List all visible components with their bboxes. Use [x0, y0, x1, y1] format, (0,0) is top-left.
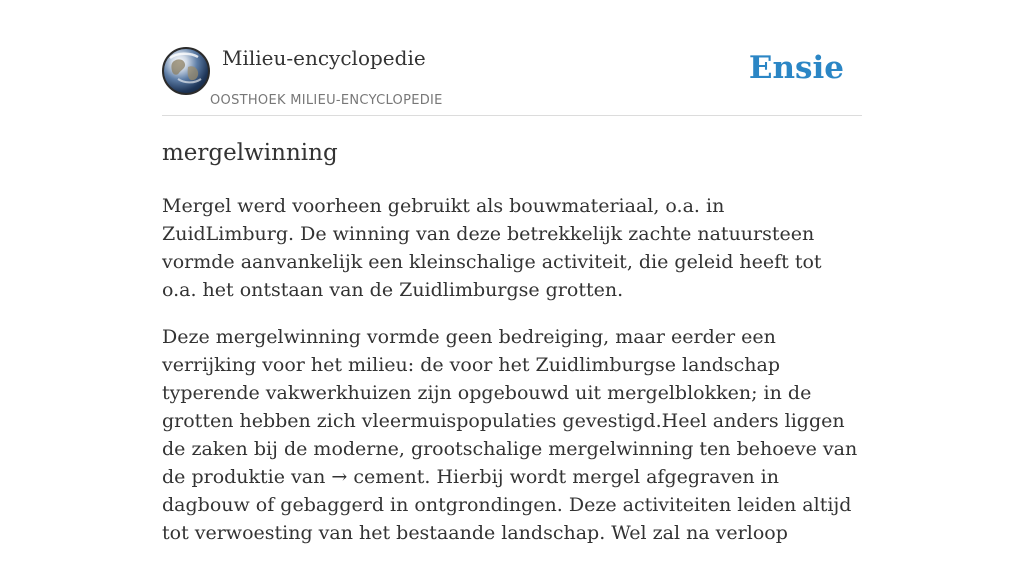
page	[162, 0, 862, 544]
paragraph-text: . Hierbij wordt mergel afgegraven in dagbouw of gebaggerd in ontgrondingen. Deze activiteiten leiden altijd tot verwoesting van het bestaande landschap. Wel zal na verloop	[162, 466, 852, 544]
entry-paragraph: Mergel werd voorheen gebruikt als bouwmateriaal, o.a. in ZuidLimburg. De winning van deze betrekkelijk zachte natuursteen vormde aanvankelijk een kleinschalige activiteit, die geleid heeft tot o.a. het ontstaan van de Zuidlimburgse grotten.	[162, 195, 822, 301]
site-title[interactable]: Milieu-encyclopedie	[222, 46, 426, 70]
paragraph-text: Deze mergelwinning vormde geen bedreiging, maar eerder een verrijking voor het milieu: de voor het Zuidlimburgse landschap typerende vakwerkhuizen zijn opgebouwd uit mergelblokken; in de grotten hebben zich vleermuispopulaties gevestigd.Heel anders liggen de zaken bij de moderne, grootschalige mergelwinning ten behoeve van de produktie van	[162, 326, 858, 488]
site-header	[162, 0, 862, 116]
brand-logo[interactable]: Ensie	[748, 50, 844, 86]
entry-paragraph	[162, 323, 862, 547]
entry-content	[162, 192, 862, 566]
site-subtitle: OOSTHOEK MILIEU-ENCYCLOPEDIE	[210, 93, 443, 108]
cross-reference-link-cement[interactable]: → cement	[331, 466, 425, 488]
entry-title: mergelwinning	[162, 140, 338, 166]
earth-globe-icon[interactable]	[162, 47, 210, 95]
